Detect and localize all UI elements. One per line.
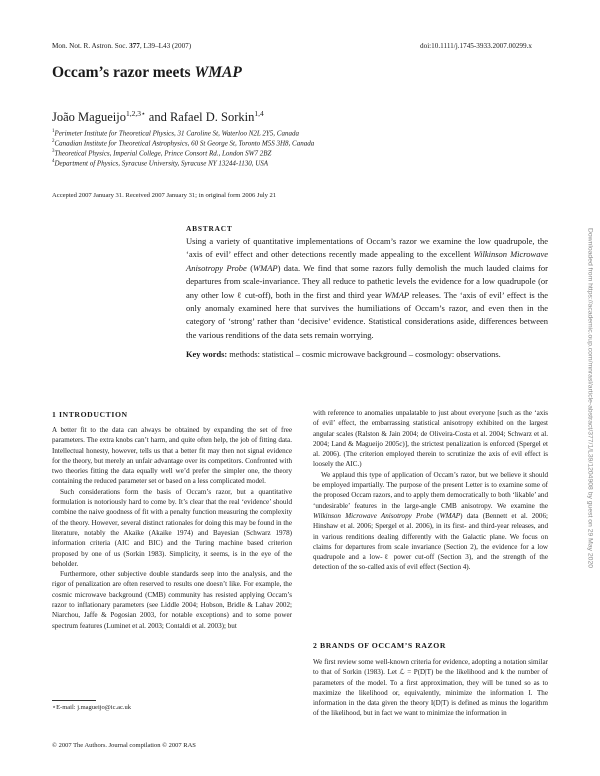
copyright: © 2007 The Authors. Journal compilation © 2007 RAS bbox=[52, 742, 196, 749]
section-2-heading: 2 BRANDS OF OCCAM’S RAZOR bbox=[313, 641, 447, 650]
author-2: Rafael D. Sorkin bbox=[169, 110, 255, 125]
paper-title bbox=[52, 64, 242, 82]
intro-paragraph-4: with reference to anomalies unpalatable to just about everyone [such as the ‘axis of evil’ effect, the embarrassing statistical anisotropy exhibited on the largest angular scales (Ralston & Jain 2004; de Oliveira-Costa et al. 2004; Schwarz et al. 2004; Land & Magueijo 2005c)], the strictest penalization is enforced (Spergel et al. 2006). (The criterion employed therein to scrutinize the axis of evil effect is loosely the AIC.) bbox=[313, 409, 548, 469]
intro-paragraph-5 bbox=[313, 470, 548, 573]
keywords-text: methods: statistical – cosmic microwave background – cosmology: observations. bbox=[227, 350, 501, 359]
affiliation-1-num: 1 bbox=[52, 129, 55, 134]
journal-name: Mon. Not. R. Astron. Soc. bbox=[52, 42, 130, 50]
section-2-body bbox=[313, 657, 548, 719]
intro-p5-text-2: ( bbox=[433, 511, 440, 520]
intro-paragraph-1: A better fit to the data can always be obtained by expanding the set of free parameters. The extra knobs can’t harm, and quite often help, the job of fitting data. Intellectual honesty, however, tells us that a better fit may then not signal evidence for the theory, but merely an unfair advantage over its competitors. Confronted with two theories fitting the data equally well we’d prefer the simpler one, the theory containing the reduced parameter set or based on a less complicated model. bbox=[52, 426, 292, 486]
abstract-body bbox=[186, 235, 548, 342]
author-2-affil: 1,4 bbox=[254, 109, 264, 118]
author-list bbox=[52, 109, 264, 125]
abstract-text-2: ( bbox=[246, 262, 254, 273]
abstract-text-3: ) data. We find that some razors fully demolish the much lauded claims for departures from scale-invariance. They all reduce to pathetic levels the evidence for a low quadrupole (or any other low ℓ cut-off), both in the first and third year bbox=[186, 262, 548, 300]
intro-paragraph-3: Furthermore, other subjective double standards seep into the analysis, and the rigor of penalization are often reserved to results one doesn’t like. For example, the cosmic microwave background (CMB) community has resisted applying Occam’s razor to inflationary parameters (see Liddle 2004; Hobson, Bridle & Lahav 2002; Niarchou, Jaffe & Pogosian 2003, for notable exceptions) and to some power spectrum features (Luminet et al. 2003; Contaldi et al. 2003); but bbox=[52, 570, 292, 630]
title-main: Occam’s razor meets bbox=[52, 64, 195, 81]
affiliation-4-text: Department of Physics, Syracuse University, Syracuse NY 13244-1130, USA bbox=[54, 159, 269, 168]
affiliation-3-num: 3 bbox=[52, 149, 55, 154]
intro-p5-text-1: We applaud this type of application of Occam’s razor, but we believe it should be employed impartially. The purpose of the present Letter is to examine some of the proposed Occam razors, and to apply them democratically to both ‘likable’ and ‘undesirable’ features in the large-angle CMB anisotropy. We examine the bbox=[313, 470, 548, 510]
abstract-heading: ABSTRACT bbox=[186, 224, 233, 233]
keywords bbox=[186, 350, 558, 359]
keywords-label: Key words: bbox=[186, 350, 228, 359]
abstract-text-1: Using a variety of quantitative implementations of Occam’s razor we examine the low quadrupole, the ‘axis of evil’ effect and other detections recently made appealing to the excellent bbox=[186, 236, 548, 260]
section-2-paragraph-1: We first review some well-known criteria for evidence, adopting a notation similar to that of Sorkin (1983). Let ℒ = P(D|T) be the likelihood and k the number of parameters of the model. To a first approximation, they will be tuned so as to maximize the likelihood or, equivalently, minimize the information I. The information in the data given the theory I(D|T) is defined as minus the logarithm of the likelihood, but in fact we want to minimize the information in bbox=[313, 658, 548, 718]
journal-citation bbox=[52, 42, 191, 50]
abstract-text-4: releases. The ‘axis of evil’ effect is the only anomaly examined here that survives the humiliations of Occam’s razor, and even then in the category of ‘strong’ rather than ‘decisive’ evidence. Statistical considerations aside, differences between the various renditions of the data sets remain worrying. bbox=[186, 289, 548, 340]
affiliation-2-num: 2 bbox=[52, 139, 55, 144]
intro-p5-italic-1: Wilkinson Microwave Anisotropy Probe bbox=[313, 511, 434, 520]
abstract-italic-2: WMAP bbox=[253, 262, 278, 273]
affiliation-2-text: Canadian Institute for Theoretical Astrophysics, 60 St George St, Toronto M5S 3H8, Canada bbox=[54, 139, 315, 148]
affiliation-4-num: 4 bbox=[52, 159, 55, 164]
footnote-email: ⋆E-mail: j.magueijo@ic.ac.uk bbox=[52, 704, 132, 711]
journal-volume: 377 bbox=[129, 42, 140, 50]
intro-p5-italic-2: WMAP bbox=[439, 511, 461, 520]
journal-pages: , L39–L43 (2007) bbox=[139, 42, 192, 50]
left-column bbox=[52, 425, 292, 631]
author-conjunction: and bbox=[145, 110, 170, 125]
affiliation-4 bbox=[52, 157, 472, 168]
affiliation-3-text: Theoretical Physics, Imperial College, Prince Consort Rd., London SW7 2BZ bbox=[54, 149, 272, 158]
author-1: João Magueijo bbox=[52, 110, 126, 125]
accepted-dates: Accepted 2007 January 31. Received 2007 January 31; in original form 2006 July 21 bbox=[52, 192, 277, 199]
intro-p5-text-3: ) data (Bennett et al. 2006; Hinshaw et al. 2006; Spergel et al. 2006), in its first- and third-year releases, and in various renditions dealing differently with the Galactic plane. We focus on claims for departures from scale invariance (Section 2), the evidence for a low quadrupole and a low-ℓ power cut-off (Section 3), and the strength of the detection of the so-called axis of evil effect (Section 4). bbox=[313, 511, 548, 572]
doi[interactable]: doi:10.1111/j.1745-3933.2007.00299.x bbox=[420, 42, 533, 50]
right-column bbox=[313, 408, 548, 573]
abstract-italic-1: Wilkinson Microwave Anisotropy Probe bbox=[186, 249, 548, 273]
affiliation-1-text: Perimeter Institute for Theoretical Physics, 31 Caroline St, Waterloo N2L 2Y5, Canada bbox=[54, 129, 299, 138]
author-1-affil: 1,2,3⋆ bbox=[125, 109, 146, 118]
section-1-heading: 1 INTRODUCTION bbox=[52, 410, 128, 419]
title-italic: WMAP bbox=[194, 64, 242, 81]
intro-paragraph-2: Such considerations form the basis of Occam’s razor, but a quantitative formulation is notoriously hard to come by. It’s clear that the real ‘evidence’ should combine the naive goodness of fit with a penalty function measuring the complexity of the theory. However, several distinct rationales for doing this may be found in the literature, notably the Akaike (Akaike 1974) and Bayesian (Schwarz 1978) information criteria (AIC and BIC) and the Turing machine based criterion proposed by one of us (Sorkin 1983). Simplicity, it seems, is in the eye of the beholder. bbox=[52, 487, 292, 568]
download-watermark: Downloaded from https://academic.oup.com/mnrasl/article-abstract/377/1/L39/1204908 by guest on 29 May 2020 bbox=[586, 227, 594, 569]
footnote-rule bbox=[52, 700, 96, 701]
abstract-italic-3: WMAP bbox=[384, 289, 410, 300]
